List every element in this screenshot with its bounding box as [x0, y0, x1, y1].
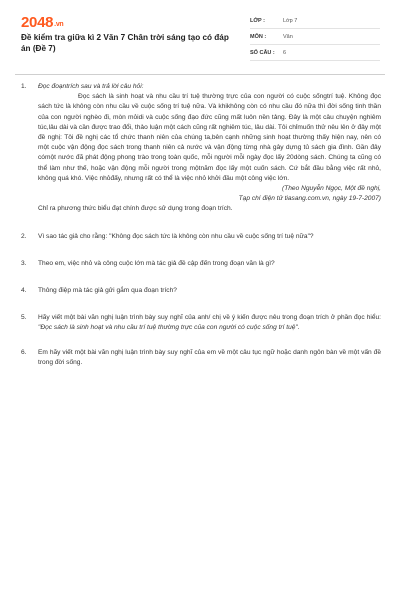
page-title: Đề kiểm tra giữa kì 2 Văn 7 Chân trời sáng tạo có đáp án (Đề 7) [21, 33, 229, 53]
question-1 [21, 82, 381, 215]
question-2 [21, 232, 381, 242]
question-4 [21, 286, 381, 296]
meta-label-subject: MÔN : [250, 34, 267, 40]
exam-content [21, 82, 381, 368]
question-6 [21, 348, 381, 368]
question-text: Hãy viết một bài văn nghị luận trình bày suy nghĩ của anh/ chị về ý kiến được nêu trong đoạn trích ở phần đọc hiểu: [38, 314, 381, 322]
passage-source-line-2: Tạp chí điện tử tiasang.com.vn, ngày 19-7-2007) [238, 195, 381, 203]
question-text: Theo em, việc nhỏ và công cuộc lớn mà tác giả đề cập đến trong đoạn văn là gì? [38, 259, 275, 267]
question-text: Chỉ ra phương thức biểu đạt chính được sử dụng trong đoạn trích. [38, 205, 233, 213]
question-body [38, 82, 381, 215]
header [0, 0, 400, 70]
meta-label-count: SỐ CÂU : [250, 50, 275, 56]
question-text: Thông điệp mà tác giả gửi gắm qua đoạn trích? [38, 287, 177, 295]
question-number: 3. [21, 259, 27, 267]
question-body [38, 313, 381, 333]
meta-row-subject [250, 30, 380, 45]
question-quote: "Đọc sách là sinh hoạt và nhu cầu trí tuệ thường trực của con người có cuộc sống trí tuệ". [38, 324, 300, 332]
meta-value-class: Lớp 7 [283, 18, 298, 24]
meta-value-subject: Văn [283, 34, 293, 40]
question-text: Em hãy viết một bài văn nghị luận trình bày suy nghĩ của em về một câu tục ngữ hoặc danh ngôn bàn về một vấn đề trong đời sống. [38, 348, 381, 366]
passage-source-line-1: (Theo Nguyễn Ngọc, Một đề nghị, [282, 185, 381, 193]
question-5 [21, 313, 381, 333]
logo-main: 2048 [21, 14, 54, 31]
question-number: 2. [21, 232, 27, 240]
meta-row-class [250, 14, 380, 29]
question-text: Vì sao tác giả cho rằng: "Không đọc sách tức là không còn nhu cầu về cuộc sống trí tuệ nữa"? [38, 232, 314, 240]
meta-row-count [250, 46, 380, 61]
meta-label-class: LỚP : [250, 18, 265, 24]
question-number: 4. [21, 287, 27, 295]
question-instruction: Đọc đoạntrích sau và trả lời câu hỏi: [38, 83, 144, 90]
reading-passage: Đọc sách là sinh hoạt và nhu cầu trí tuệ thường trực của con người có cuộc sốngtrí tuệ. Không đọc sách tức là không còn nhu cầu về cuộc sống trí tuệ nữa. Và khikhông còn có nhu cầu đó nữa thì đời sống tinh thần của con người nghèo đi, mòn mỏidi và cuộc sống đạo đức cũng mất luôn nền tảng. Đây là một câu chuyện nghiêm túc,lâu dài và cần được trao đổi, thảo luận một cách cũng rất nghiêm túc, lâu dài. Tôi chỉmuốn thử nêu lên ở đây một đề nghị: Tôi đề nghị các tổ chức thanh niên của chúng ta,bên cạnh những sinh hoạt thường thấy hiện nay, nên có một cuộc vận động đọc sách trong thanh niên cả nước và vận động từng nhà gây dựng tủ sách gia đình. Gần đây cómột nước đã phát động phong trào trong toàn quốc, mỗi người mỗi ngày đọc lấy 20dòng sách. Chúng ta cũng có thể làm như thế, hoặc vận động mỗi người trong mộtnăm đọc lấy một cuốn sách. Cứ bắt đầu bằng việc rất nhỏ, không quá khó. Việc nhỏđấy, nhưng rất có thể là việc nhỏ khởi đầu một công việc lớn. [38, 93, 381, 182]
meta-table [250, 14, 380, 62]
logo-tld: .vn [54, 21, 64, 28]
meta-value-count: 6 [283, 50, 287, 56]
question-number: 5. [21, 314, 27, 322]
question-number: 1. [21, 83, 27, 90]
site-logo[interactable] [21, 14, 63, 31]
header-divider [15, 74, 385, 75]
question-number: 6. [21, 348, 27, 356]
question-3 [21, 259, 381, 269]
